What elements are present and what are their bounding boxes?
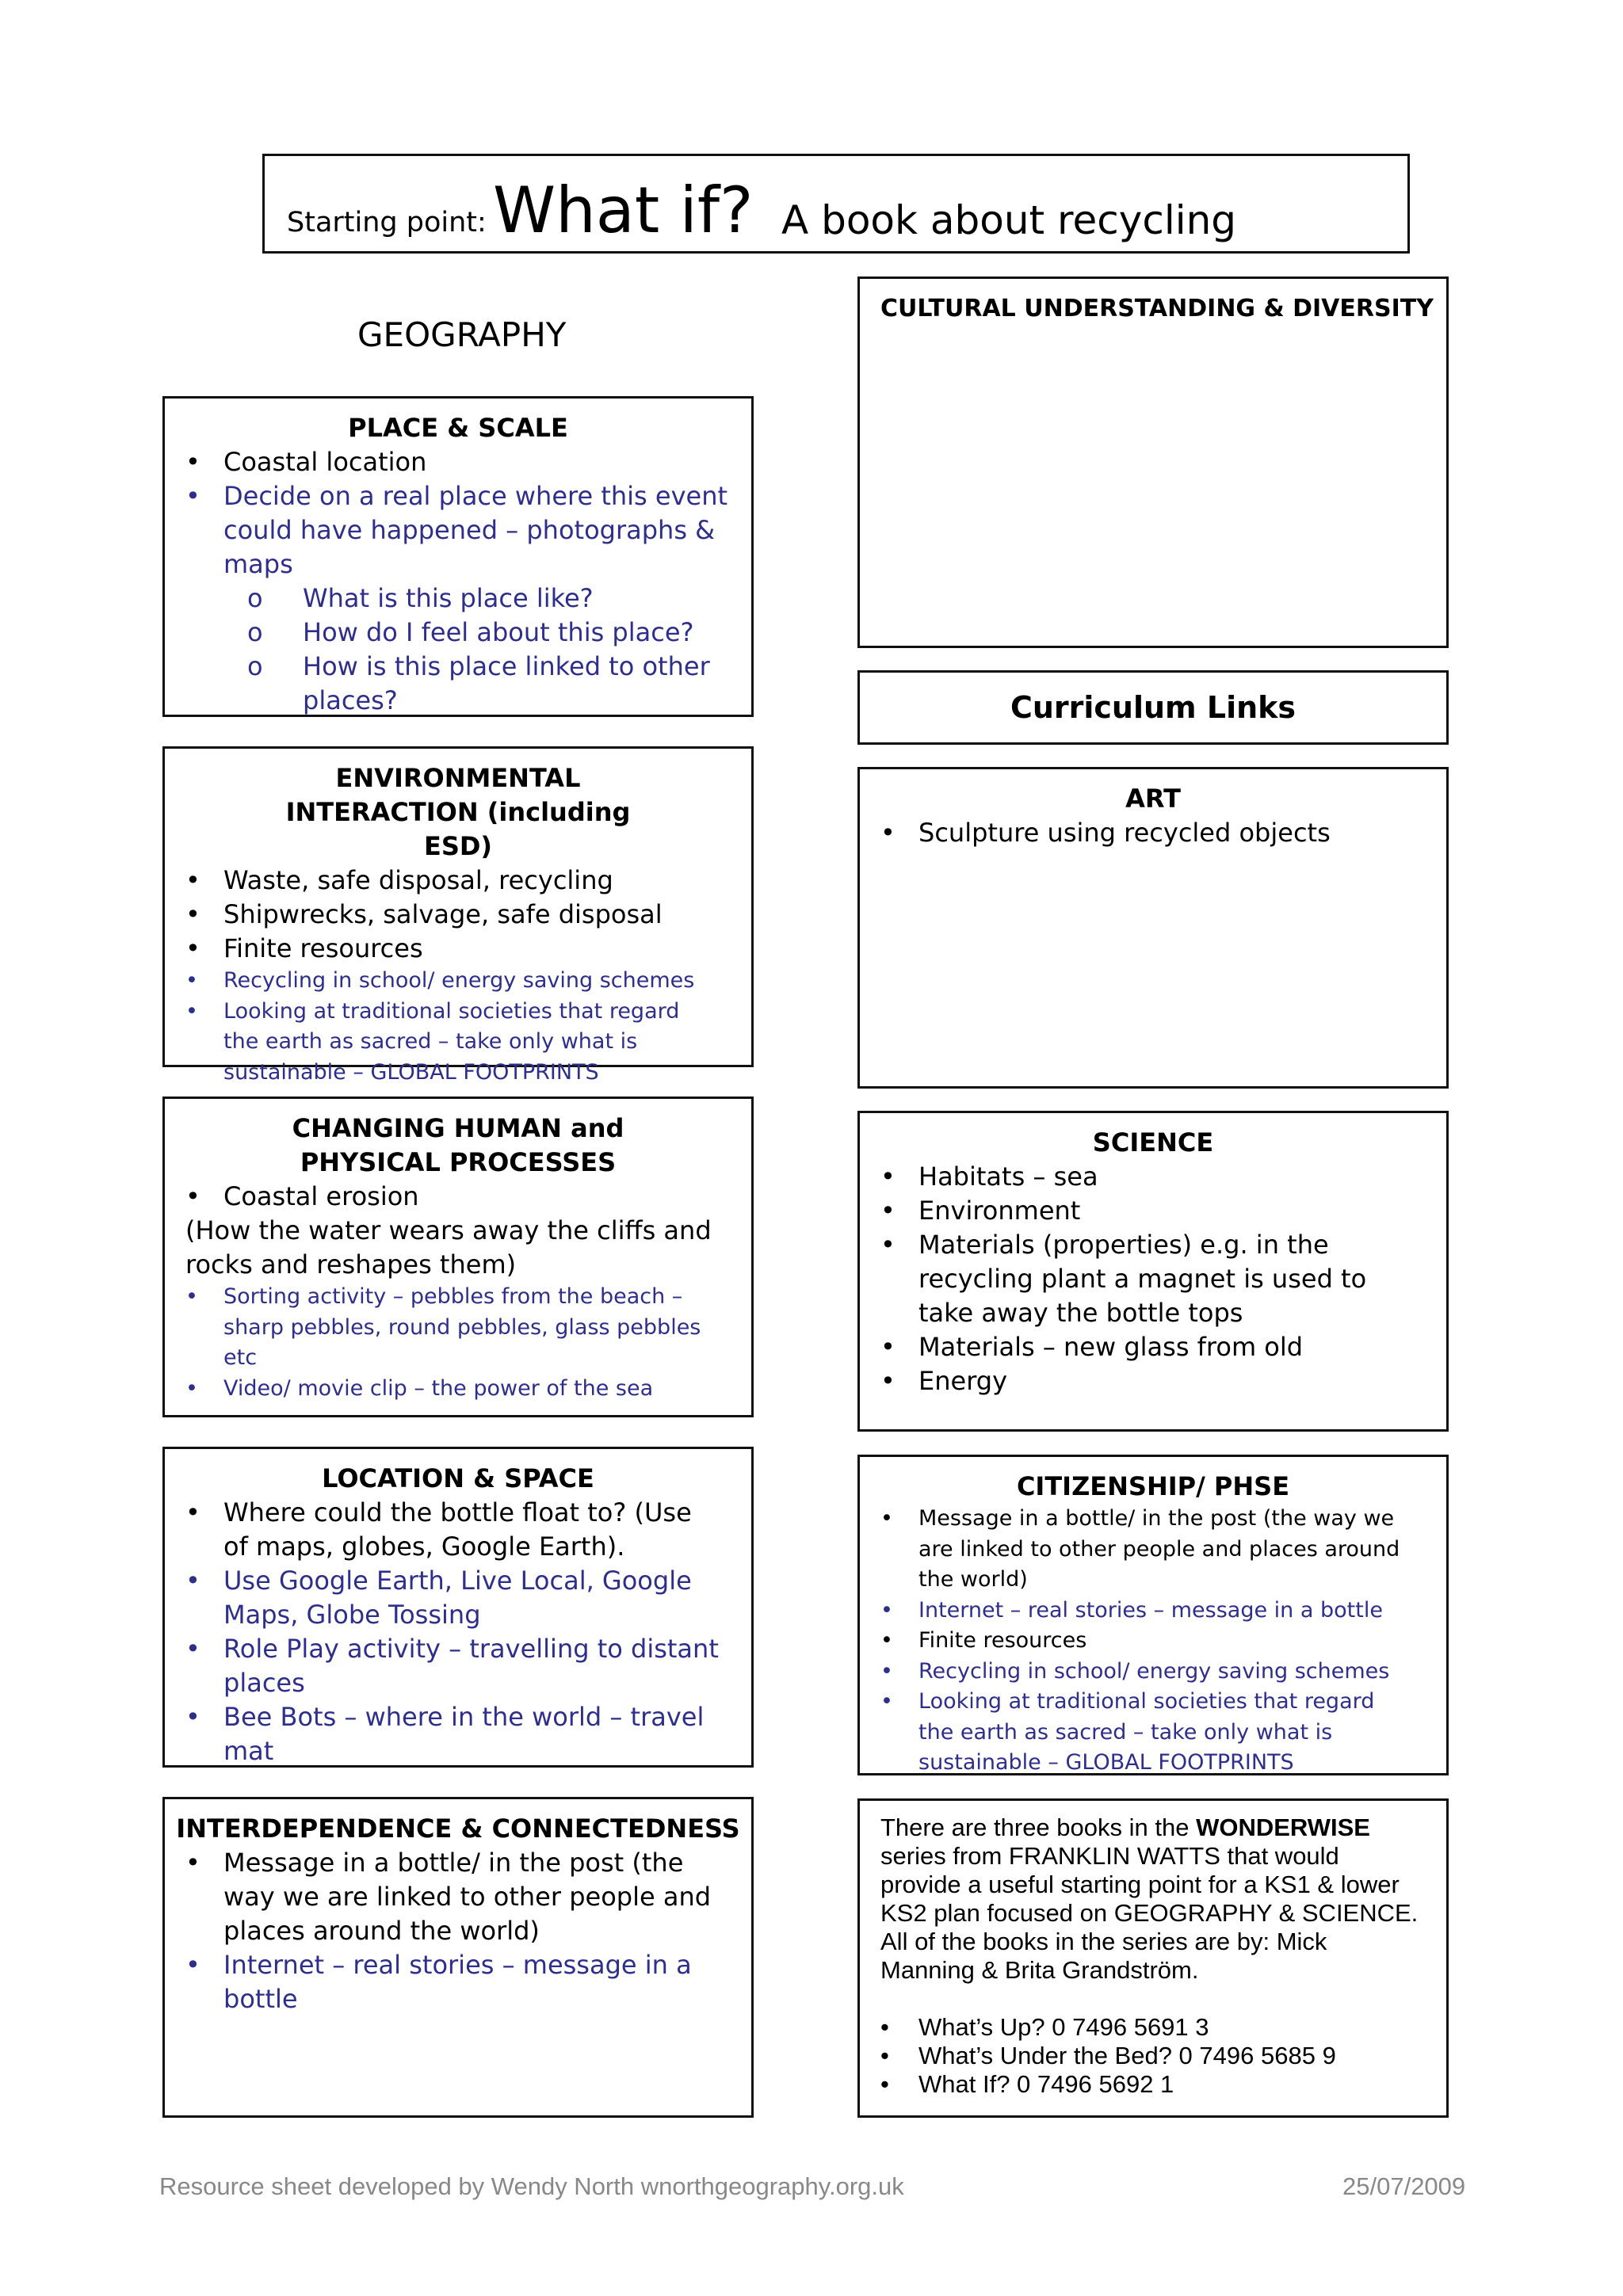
list-item: • Environment	[860, 1194, 1415, 1228]
list-item: • Coastal erosion	[165, 1180, 751, 1214]
list-item: • Bee Bots – where in the world – travel mat	[165, 1700, 720, 1768]
list-item	[165, 479, 751, 582]
wonderwise-intro-after: series from FRANKLIN WATTS that would provide a useful starting point for a KS1 & lower KS2 plan focused on GEOGRAPHY & SCIENCE. All of the books in the series are by: Mick Manning & Brita Grandström.	[880, 1842, 1419, 1984]
list-item: • Shipwrecks, salvage, safe disposal	[165, 898, 751, 932]
list-item: • Finite resources	[860, 1626, 1415, 1657]
changing-list	[165, 1180, 751, 1214]
list-item: • Materials – new glass from old	[860, 1330, 1415, 1364]
list-item: • Message in a bottle/ in the post (the way we are linked to other people and places around the world)	[860, 1504, 1415, 1596]
list-item: • Use Google Earth, Live Local, Google Maps, Globe Tossing	[165, 1564, 720, 1632]
list-item: • What’s Up? 0 7496 5691 3	[860, 2013, 1426, 2042]
list-item: • Waste, safe disposal, recycling	[165, 864, 751, 898]
place-scale-list	[165, 445, 751, 582]
location-space-box	[162, 1447, 754, 1768]
place-scale-sublist	[165, 582, 751, 718]
page-title: What if?	[493, 174, 754, 247]
cultural-heading: CULTURAL UNDERSTANDING & DIVERSITY	[880, 295, 1434, 322]
list-item: • Recycling in school/ energy saving schemes	[860, 1657, 1415, 1688]
sub-list-item: o What is this place like?	[165, 582, 751, 616]
interdependence-list	[165, 1846, 751, 2016]
art-box	[857, 767, 1449, 1089]
wonderwise-box	[857, 1798, 1449, 2118]
cultural-box	[857, 277, 1449, 648]
citizenship-list	[860, 1504, 1446, 1779]
list-item: • What If? 0 7496 5692 1	[860, 2070, 1426, 2099]
wonderwise-series-name: WONDERWISE	[1196, 1814, 1370, 1841]
title-box	[262, 154, 1410, 254]
science-heading: SCIENCE	[1092, 1127, 1214, 1158]
environmental-list	[165, 864, 751, 966]
footer-date: 25/07/2009	[1342, 2172, 1466, 2200]
sub-list-item: o How is this place linked to other places?	[165, 650, 751, 718]
geography-heading: GEOGRAPHY	[357, 315, 567, 354]
curriculum-links-box	[857, 670, 1449, 745]
list-item: • Looking at traditional societies that regard the earth as sacred – take only what is sustainable – GLOBAL FOOTPRINTS	[165, 997, 720, 1089]
title-prefix: Starting point:	[287, 207, 487, 238]
list-item: • What’s Under the Bed? 0 7496 5685 9	[860, 2042, 1426, 2070]
environmental-box	[162, 746, 754, 1085]
wonderwise-book-list	[860, 2013, 1426, 2099]
list-item: • Sorting activity – pebbles from the beach – sharp pebbles, round pebbles, glass pebbles etc	[165, 1282, 735, 1374]
list-item: • Sculpture using recycled objects	[860, 816, 1446, 850]
list-item: • Finite resources	[165, 932, 751, 966]
page-subtitle: A book about recycling	[781, 197, 1237, 243]
environmental-list-blue	[165, 966, 751, 1088]
list-item: • Recycling in school/ energy saving schemes	[165, 966, 720, 997]
place-scale-heading: PLACE & SCALE	[348, 413, 568, 443]
interdependence-heading: INTERDEPENDENCE & CONNECTEDNESS	[176, 1814, 740, 1844]
wonderwise-intro	[880, 1814, 1426, 1985]
list-item: • Message in a bottle/ in the post (the way we are linked to other people and places around the world)	[165, 1846, 735, 1948]
location-list	[165, 1496, 751, 1768]
citizenship-heading: CITIZENSHIP/ PHSE	[1016, 1471, 1290, 1501]
sub-list-item: o How do I feel about this place?	[165, 616, 751, 650]
changing-note: (How the water wears away the cliffs and rocks and reshapes them)	[185, 1215, 712, 1280]
list-item: • Role Play activity – travelling to distant places	[165, 1632, 720, 1700]
list-item: • Habitats – sea	[860, 1160, 1415, 1194]
list-item: • Coastal location	[165, 445, 751, 479]
interdependence-box	[162, 1797, 754, 2118]
art-list	[860, 816, 1446, 850]
art-heading: ART	[1125, 784, 1181, 814]
science-box	[857, 1111, 1449, 1432]
changing-processes-box	[162, 1097, 754, 1417]
list-item-text: Decide on a real place where this event could have happened – photographs & maps	[223, 481, 728, 579]
list-item: • Video/ movie clip – the power of the sea	[165, 1374, 735, 1405]
wonderwise-intro-before: There are three books in the	[880, 1814, 1197, 1841]
citizenship-box	[857, 1455, 1449, 1775]
changing-list-blue	[165, 1282, 751, 1404]
curriculum-links-label: Curriculum Links	[1010, 690, 1296, 725]
footer-credit: Resource sheet developed by Wendy North wnorthgeography.org.uk	[159, 2172, 904, 2200]
science-list	[860, 1160, 1446, 1398]
list-item: • Internet – real stories – message in a bottle	[165, 1948, 735, 2016]
changing-processes-heading: CHANGING HUMAN and PHYSICAL PROCESSES	[292, 1113, 624, 1177]
list-item: • Internet – real stories – message in a bottle	[860, 1596, 1415, 1627]
place-scale-box	[162, 396, 754, 717]
location-space-heading: LOCATION & SPACE	[322, 1463, 594, 1493]
list-item: • Energy	[860, 1364, 1415, 1398]
list-item: • Where could the bottle float to? (Use of maps, globes, Google Earth).	[165, 1496, 720, 1564]
list-item: • Materials (properties) e.g. in the recycling plant a magnet is used to take away the bottle tops	[860, 1228, 1415, 1330]
environmental-heading: ENVIRONMENTAL INTERACTION (including ESD)	[285, 763, 631, 861]
list-item: • Looking at traditional societies that regard the earth as sacred – take only what is sustainable – GLOBAL FOOTPRINTS	[860, 1687, 1415, 1779]
